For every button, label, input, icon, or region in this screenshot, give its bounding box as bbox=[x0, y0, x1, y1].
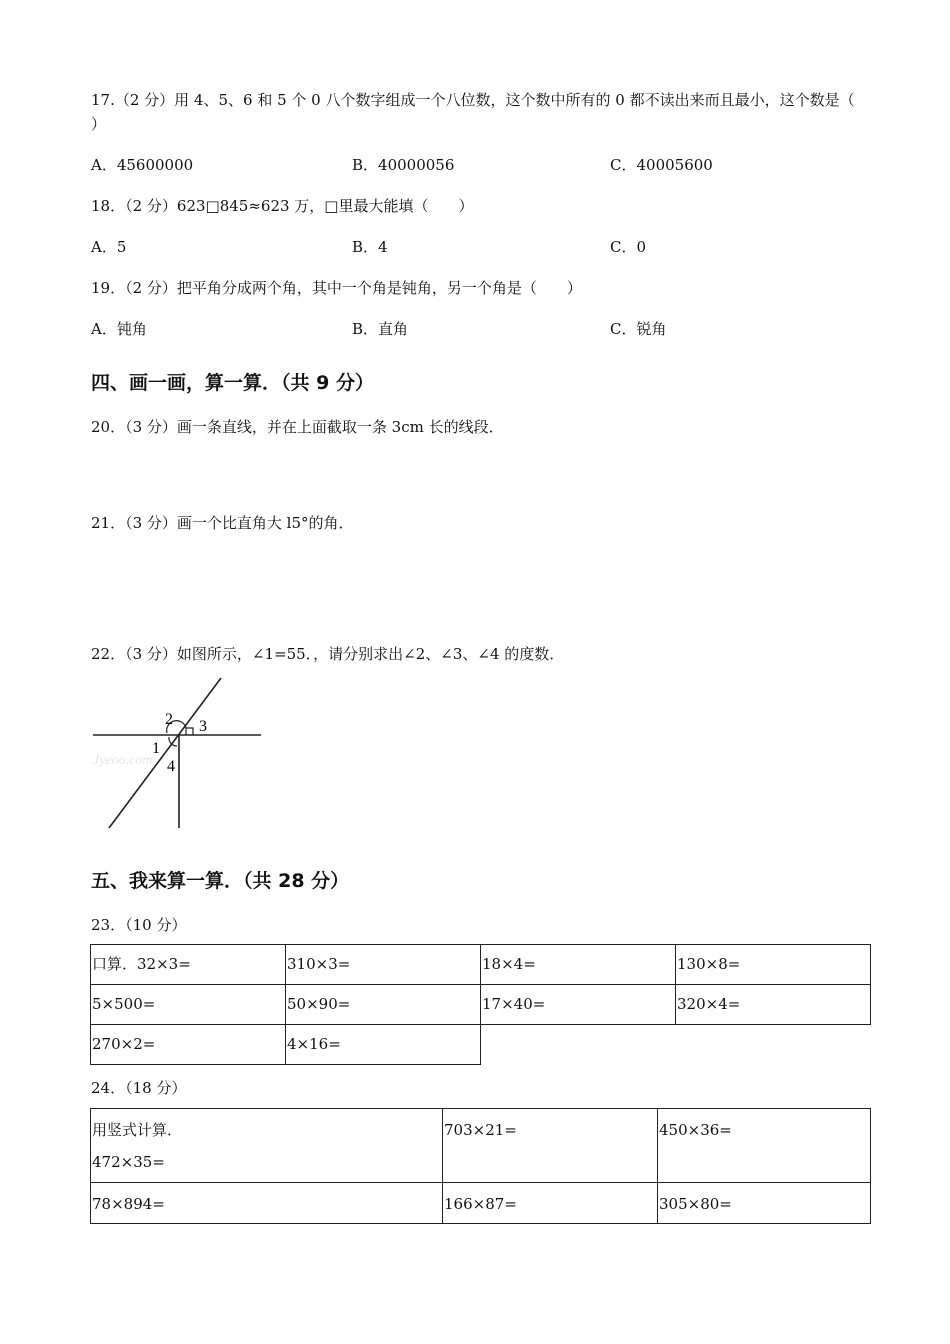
table-cell: 270×2= bbox=[91, 1025, 286, 1065]
option-c: C．锐角 bbox=[610, 320, 667, 338]
table-cell: 703×21= bbox=[443, 1109, 658, 1183]
right-angle-mark bbox=[186, 728, 193, 735]
question-22: 22．（3 分）如图所示，∠1=55．，请分别求出∠2、∠3、∠4 的度数． bbox=[91, 645, 565, 663]
question-18: 18．（2 分）623□845≈623 万，□里最大能填（ ） bbox=[91, 197, 474, 215]
table-row bbox=[91, 945, 871, 985]
question-19-options bbox=[91, 317, 871, 341]
table-row bbox=[91, 1109, 871, 1183]
option-a: A．钝角 bbox=[91, 320, 147, 338]
question-17-line2: ） bbox=[91, 115, 107, 133]
table-cell: 130×8= bbox=[676, 945, 871, 985]
table-cell: 4×16= bbox=[286, 1025, 481, 1065]
table-row bbox=[91, 985, 871, 1025]
option-c: C．0 bbox=[610, 238, 647, 256]
table-cell: 50×90= bbox=[286, 985, 481, 1025]
calc-expression: 472×35= bbox=[92, 1153, 165, 1171]
section-5-title: 五、我来算一算．（共 28 分） bbox=[91, 870, 350, 892]
question-17 bbox=[91, 88, 868, 136]
angle-label-1: 1 bbox=[152, 740, 160, 757]
figure-watermark: Jyeoo.com bbox=[93, 753, 153, 768]
vertical-calc-table bbox=[90, 1108, 871, 1224]
option-b: B．4 bbox=[352, 238, 388, 256]
question-17-options bbox=[91, 153, 871, 177]
option-b: B．40000056 bbox=[352, 156, 455, 174]
empty-cell bbox=[481, 1025, 676, 1065]
calc-instruction: 用竖式计算． bbox=[92, 1121, 183, 1139]
angle-label-4: 4 bbox=[167, 758, 175, 775]
question-23-header: 23．（10 分） bbox=[91, 916, 187, 934]
table-cell bbox=[91, 1109, 443, 1183]
question-18-options bbox=[91, 235, 871, 259]
question-20: 20．（3 分）画一条直线，并在上面截取一条 3cm 长的线段． bbox=[91, 418, 504, 436]
table-cell: 320×4= bbox=[676, 985, 871, 1025]
table-cell: 310×3= bbox=[286, 945, 481, 985]
table-row bbox=[91, 1183, 871, 1224]
angle-figure bbox=[91, 672, 263, 832]
option-a: A．45600000 bbox=[91, 156, 194, 174]
table-cell: 5×500= bbox=[91, 985, 286, 1025]
angle-label-2: 2 bbox=[165, 711, 173, 728]
table-cell: 口算．32×3= bbox=[91, 945, 286, 985]
empty-cell bbox=[676, 1025, 871, 1065]
question-21: 21．（3 分）画一个比直角大 l5°的角． bbox=[91, 514, 354, 532]
option-a: A．5 bbox=[91, 238, 127, 256]
table-cell: 17×40= bbox=[481, 985, 676, 1025]
table-cell: 78×894= bbox=[91, 1183, 443, 1224]
table-cell: 18×4= bbox=[481, 945, 676, 985]
question-24-header: 24．（18 分） bbox=[91, 1079, 187, 1097]
question-19: 19．（2 分）把平角分成两个角，其中一个角是钝角，另一个角是（ ） bbox=[91, 279, 582, 297]
table-cell: 450×36= bbox=[658, 1109, 871, 1183]
table-cell: 305×80= bbox=[658, 1183, 871, 1224]
option-b: B．直角 bbox=[352, 320, 409, 338]
table-row bbox=[91, 1025, 871, 1065]
table-cell: 166×87= bbox=[443, 1183, 658, 1224]
option-c: C．40005600 bbox=[610, 156, 713, 174]
angle-label-3: 3 bbox=[199, 718, 207, 735]
question-17-line1: 17.（2 分）用 4、5、6 和 5 个 0 八个数字组成一个八位数，这个数中所有的 0 都不读出来而且最小，这个数是（ bbox=[91, 91, 855, 109]
section-4-title: 四、画一画，算一算．（共 9 分） bbox=[91, 372, 374, 394]
mental-math-table bbox=[90, 944, 871, 1065]
